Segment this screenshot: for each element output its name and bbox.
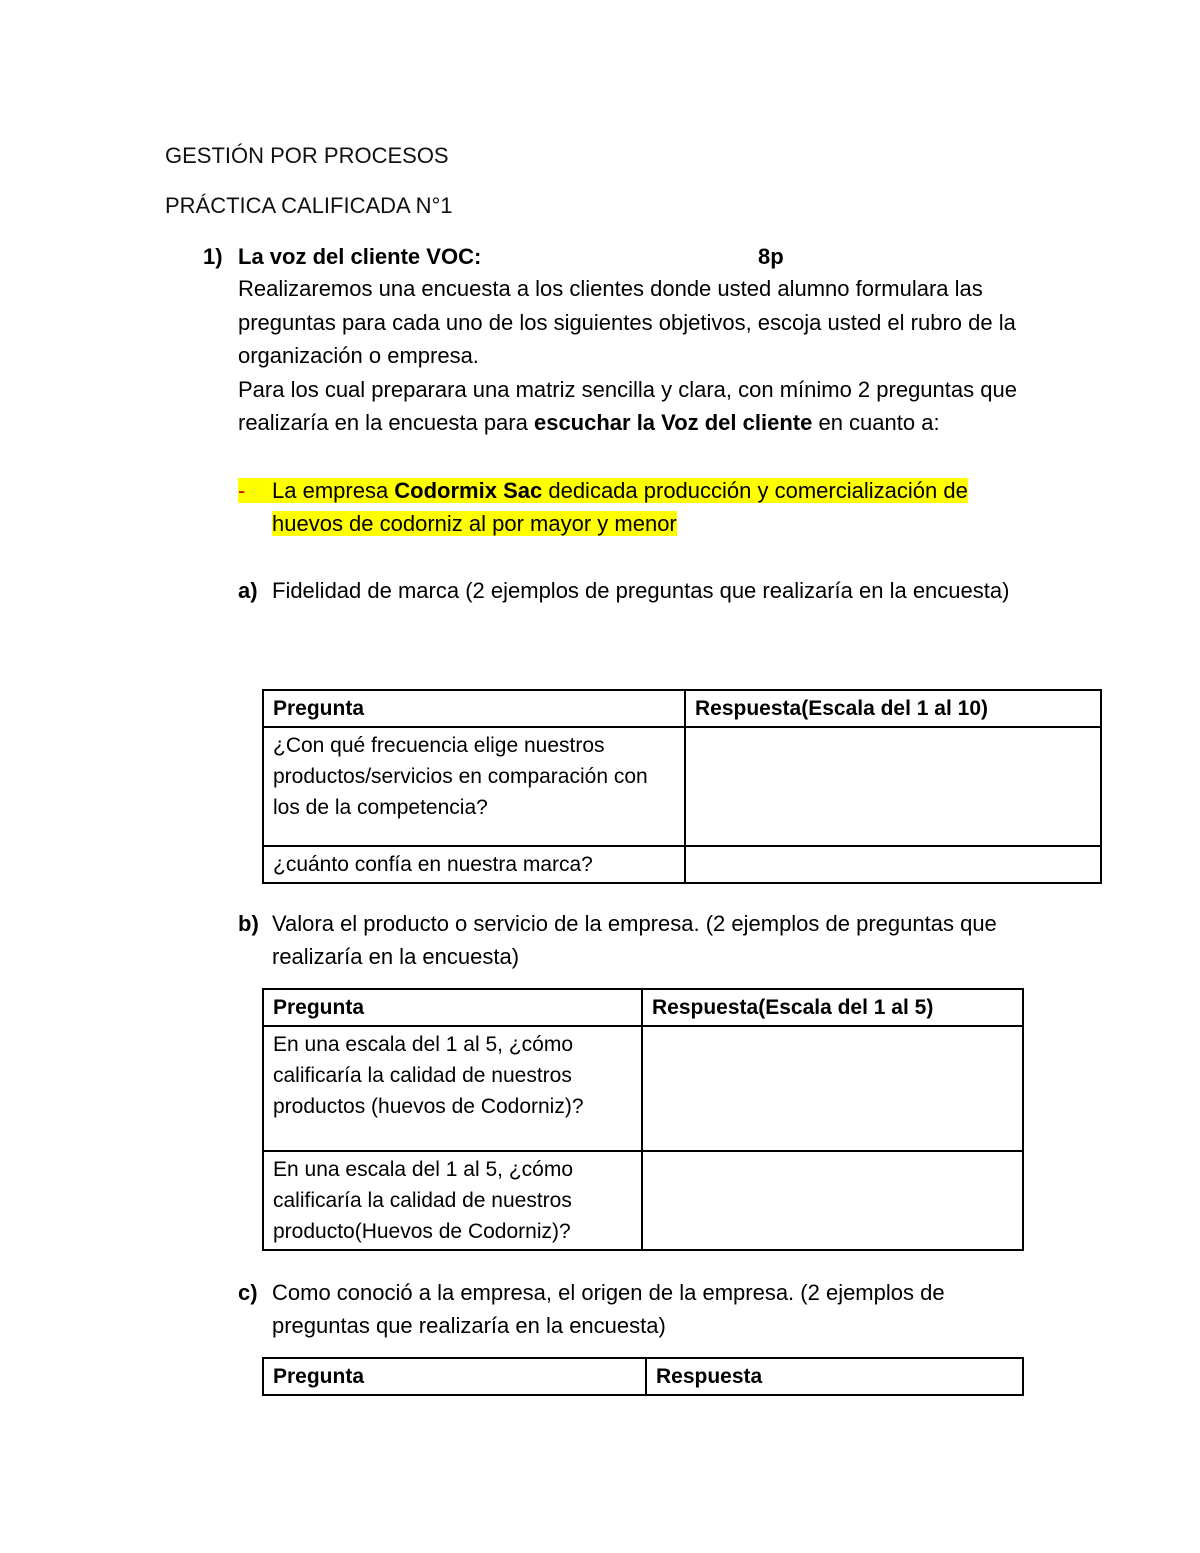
paragraph-2-end: en cuanto a: (812, 410, 940, 435)
table-b-row1-question: En una escala del 1 al 5, ¿cómo calificaría la calidad de nuestros productos (huevos de Codorniz)? (263, 1026, 642, 1151)
document-title: GESTIÓN POR PROCESOS (165, 143, 449, 168)
table-a (262, 689, 1102, 884)
section-c-text: Como conoció a la empresa, el origen de la empresa. (2 ejemplos de preguntas que realizaría en la encuesta) (272, 1280, 945, 1338)
paragraph-2-bold: escuchar la Voz del cliente (533, 410, 813, 435)
table-c-header-answer: Respuesta (646, 1358, 1023, 1395)
table-b (262, 988, 1024, 1251)
table-a-header-answer: Respuesta(Escala del 1 al 10) (685, 690, 1101, 727)
table-a-header-question: Pregunta (263, 690, 685, 727)
table-b-row2-answer[interactable] (642, 1151, 1023, 1250)
question-paragraph-2 (238, 373, 1058, 440)
company-prefix: La empresa (272, 478, 395, 503)
question-body (238, 272, 1058, 440)
table-c-header-question: Pregunta (263, 1358, 646, 1395)
company-highlight (238, 474, 1038, 540)
question-number: 1) (203, 244, 223, 269)
question-points: 8p (758, 244, 784, 269)
table-b-header-answer: Respuesta(Escala del 1 al 5) (642, 989, 1023, 1026)
section-c-letter: c) (238, 1280, 258, 1305)
section-c (238, 1276, 1038, 1342)
bullet-dash: - (238, 478, 246, 503)
table-a-row1-answer[interactable] (685, 727, 1101, 846)
table-a-row2-question: ¿cuánto confía en nuestra marca? (263, 846, 685, 883)
section-a-text: Fidelidad de marca (2 ejemplos de preguntas que realizaría en la encuesta) (272, 578, 1010, 603)
section-b-letter: b) (238, 911, 259, 936)
section-b (238, 907, 1038, 973)
section-a (238, 574, 1038, 607)
table-a-row2-answer[interactable] (685, 846, 1101, 883)
table-a-row1-question: ¿Con qué frecuencia elige nuestros productos/servicios en comparación con los de la competencia? (263, 727, 685, 846)
company-desc-line2: huevos de codorniz al por mayor y menor (272, 511, 677, 536)
question-title: La voz del cliente VOC: (238, 244, 482, 269)
table-c (262, 1357, 1024, 1396)
document-subtitle: PRÁCTICA CALIFICADA N°1 (165, 193, 453, 218)
table-b-header-question: Pregunta (263, 989, 642, 1026)
table-b-row2-question: En una escala del 1 al 5, ¿cómo calificaría la calidad de nuestros producto(Huevos de Codorniz)? (263, 1151, 642, 1250)
question-paragraph-1: Realizaremos una encuesta a los clientes donde usted alumno formulara las preguntas para cada uno de los siguientes objetivos, escoja usted el rubro de la organización o empresa. (238, 276, 1016, 368)
company-desc-line1: dedicada producción y comercialización de (542, 478, 968, 503)
section-a-letter: a) (238, 578, 258, 603)
section-b-text: Valora el producto o servicio de la empresa. (2 ejemplos de preguntas que realizaría en la encuesta) (272, 911, 997, 969)
paragraph-2-start: Para los cual preparara una matriz sencilla y clara, con mínimo 2 preguntas que realizaría en la encuesta para (238, 376, 1017, 435)
company-name: Codormix Sac (394, 478, 543, 503)
table-b-row1-answer[interactable] (642, 1026, 1023, 1151)
